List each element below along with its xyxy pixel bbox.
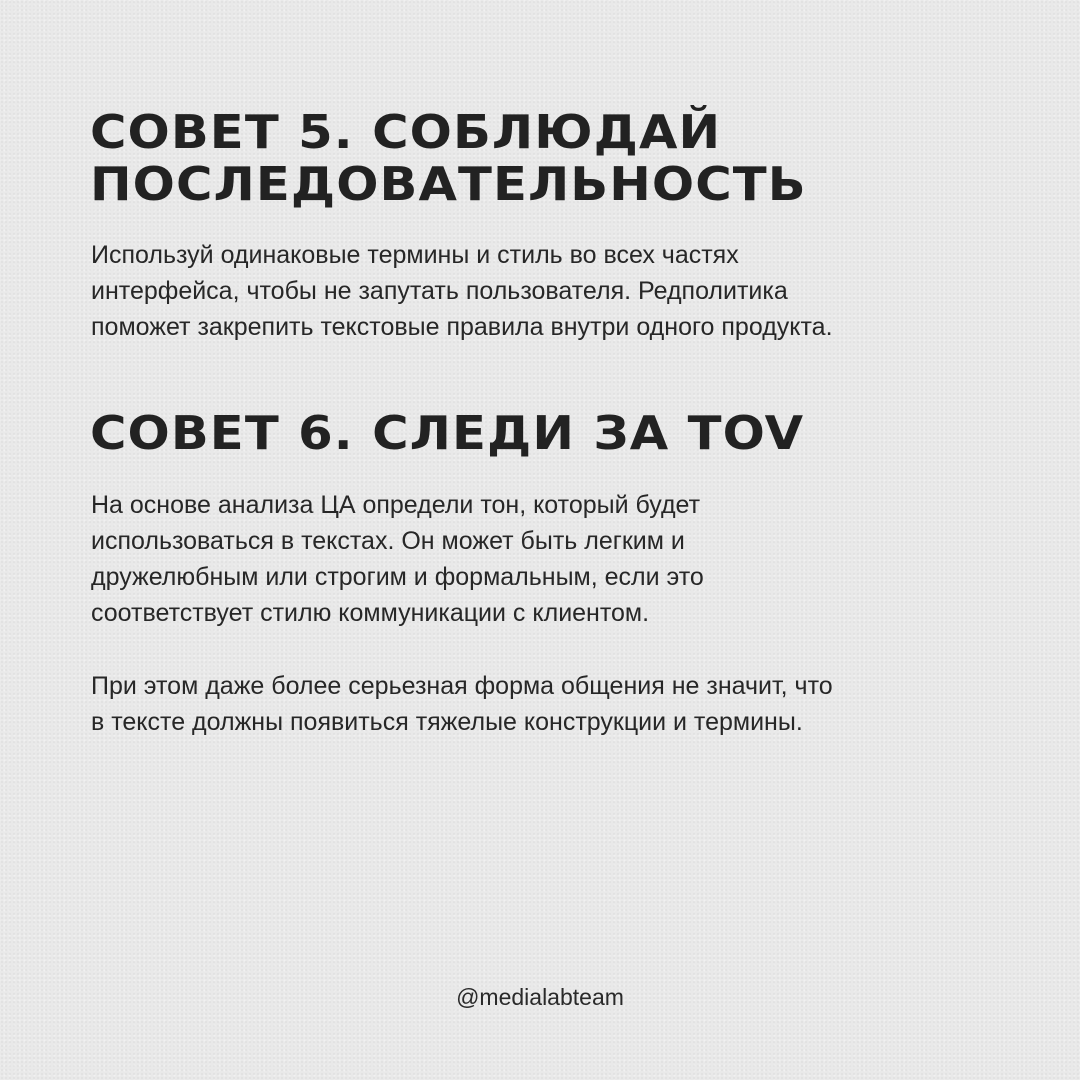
tip-6-heading: [90, 407, 804, 459]
tip-5-heading-line-2: ПОСЛЕДОВАТЕЛЬНОСТЬ: [90, 157, 807, 211]
tip-5-body-line-1: Используй одинаковые термины и стиль во всех частях: [91, 241, 739, 269]
tip-5-heading: [90, 106, 807, 210]
tip-5-body-line-3: поможет закрепить текстовые правила внутри одного продукта.: [91, 313, 833, 341]
tip-6-paragraph-1-line-3: дружелюбным или строгим и формальным, если это: [91, 563, 704, 591]
tip-5-body-line-2: интерфейса, чтобы не запутать пользователя. Редполитика: [91, 277, 788, 305]
tip-6-paragraph-1-line-1: На основе анализа ЦА определи тон, который будет: [91, 491, 701, 519]
tip-6-paragraph-2-line-1: При этом даже более серьезная форма общения не значит, что: [91, 672, 833, 700]
tip-5-heading-line-1: СОВЕТ 5. СОБЛЮДАЙ: [90, 105, 722, 159]
tip-6-paragraph-1-line-4: соответствует стилю коммуникации с клиентом.: [91, 599, 650, 627]
tip-6-paragraph-2: [91, 668, 1001, 740]
tip-6-paragraph-1-line-2: использоваться в текстах. Он может быть легким и: [91, 527, 685, 555]
tip-6-paragraph-1: [91, 487, 1001, 631]
tip-6-heading-line-1: СОВЕТ 6. СЛЕДИ ЗА TOV: [90, 406, 805, 460]
tip-5-body: [91, 237, 1001, 345]
footer-handle: @medialabteam: [456, 984, 624, 1010]
tip-6-paragraph-2-line-2: в тексте должны появиться тяжелые конструкции и термины.: [91, 708, 803, 736]
